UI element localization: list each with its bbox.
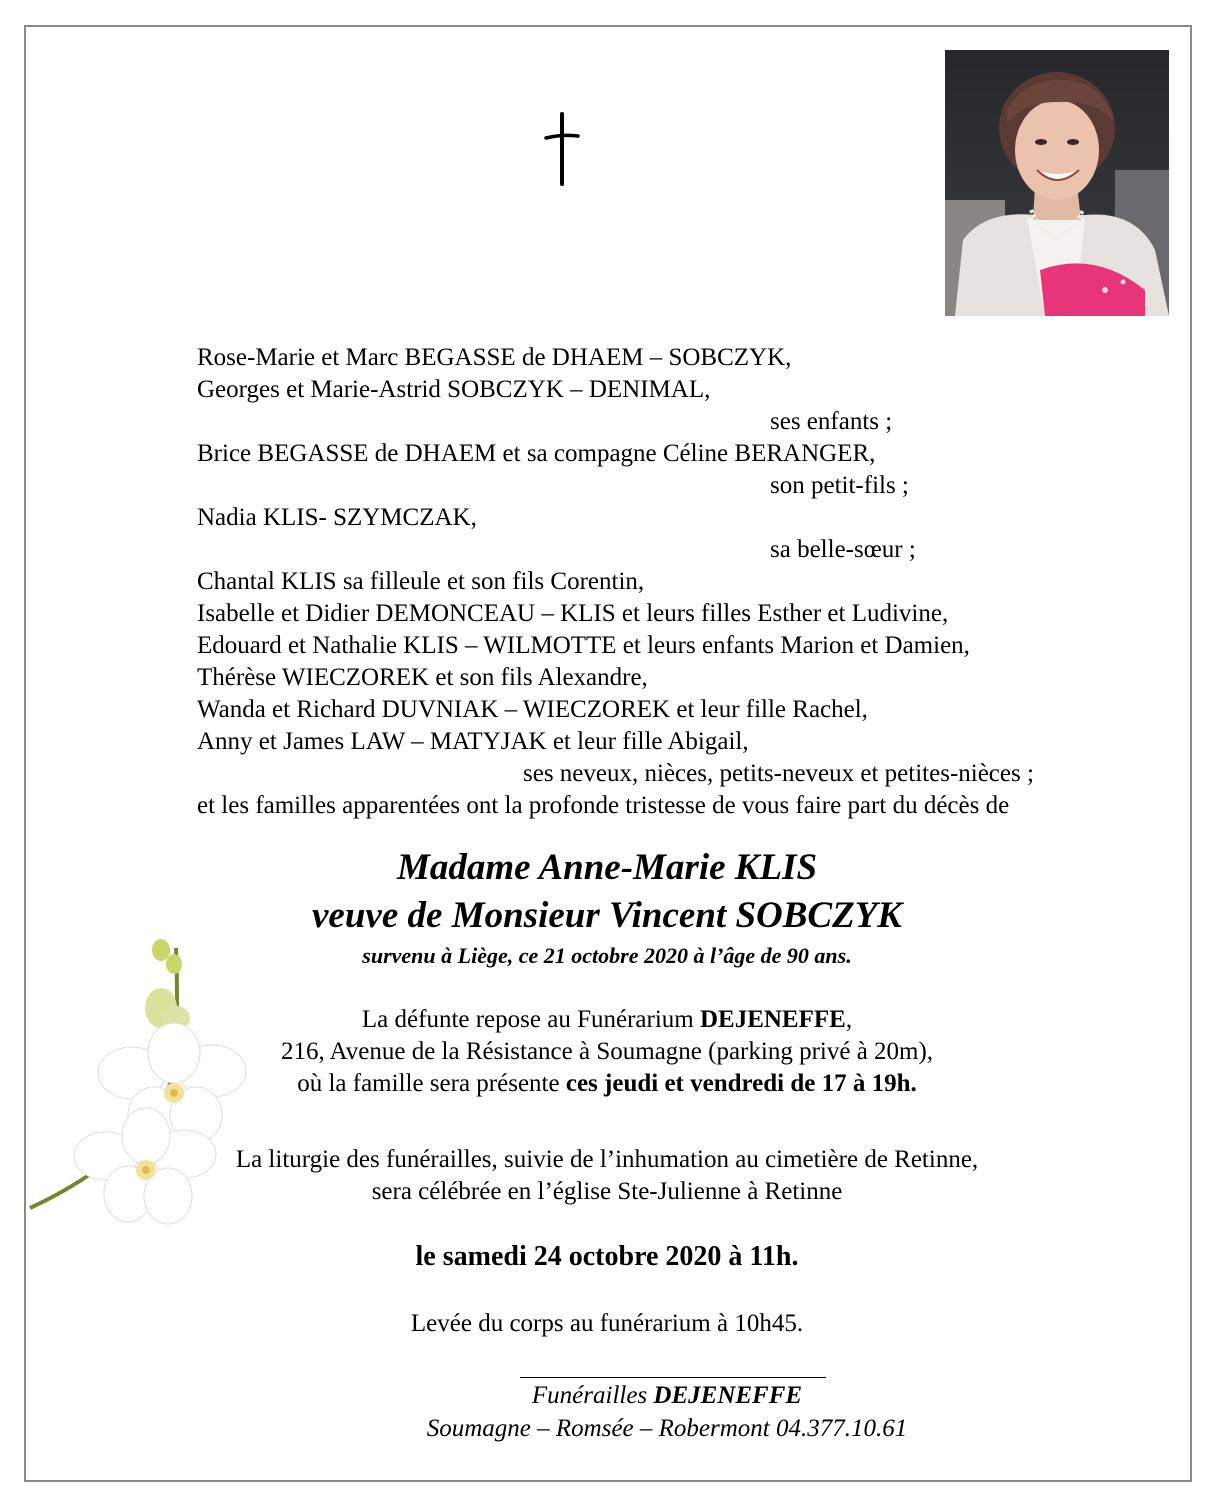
footer-locations-phone: Soumagne – Romsée – Robermont 04.377.10.61: [426, 1415, 908, 1442]
family-line-10: Anny et James LAW – MATYJAK et leur fille Abigail,: [197, 728, 749, 755]
cross-icon: [540, 112, 584, 186]
visiting-hours: ces jeudi et vendredi de 17 à 19h.: [565, 1070, 917, 1097]
repose-line-1-text: La défunte repose au Funérarium: [361, 1006, 700, 1033]
liturgy-line-1: La liturgie des funérailles, suivie de l’inhumation au cimetière de Retinne,: [235, 1146, 979, 1173]
repose-line-1: [0, 1004, 1214, 1036]
family-line-2: Georges et Marie-Astrid SOBCZYK – DENIMAL,: [197, 376, 711, 403]
deceased-name: Madame Anne-Marie KLIS: [396, 847, 818, 888]
liturgy-line-2: sera célébrée en l’église Ste-Julienne à Retinne: [371, 1178, 843, 1205]
family-line-8: Thérèse WIECZOREK et son fils Alexandre,: [197, 664, 648, 691]
ceremony-date: le samedi 24 octobre 2020 à 11h.: [415, 1241, 799, 1272]
relation-grandson: son petit-fils ;: [770, 472, 909, 499]
repose-line-1-suffix: ,: [845, 1006, 853, 1033]
footer-funeral-prefix: Funérailles: [531, 1382, 654, 1409]
family-line-6: Isabelle et Didier DEMONCEAU – KLIS et leurs filles Esther et Ludivine,: [197, 600, 949, 627]
relation-children: ses enfants ;: [770, 408, 893, 435]
relation-sister-in-law: sa belle-sœur ;: [770, 536, 916, 563]
announcement-sentence: et les familles apparentées ont la profonde tristesse de vous faire part du décès de: [197, 792, 1010, 819]
repose-line-3: [0, 1068, 1214, 1100]
footer-divider: [520, 1377, 826, 1378]
family-line-1: Rose-Marie et Marc BEGASSE de DHAEM – SOBCZYK,: [197, 344, 792, 371]
repose-address: 216, Avenue de la Résistance à Soumagne (parking privé à 20m),: [280, 1038, 934, 1065]
widow-of: veuve de Monsieur Vincent SOBCZYK: [312, 895, 902, 936]
footer-funeral-name: DEJENEFFE: [653, 1382, 803, 1409]
footer-funeral-home: [60, 1380, 1214, 1412]
family-line-3: Brice BEGASSE de DHAEM et sa compagne Céline BERANGER,: [197, 440, 876, 467]
death-info: survenu à Liège, ce 21 octobre 2020 à l’âge de 90 ans.: [362, 943, 852, 968]
family-line-9: Wanda et Richard DUVNIAK – WIECZOREK et leur fille Rachel,: [197, 696, 868, 723]
funerarium-name: DEJENEFFE: [699, 1006, 846, 1033]
family-line-7: Edouard et Nathalie KLIS – WILMOTTE et leurs enfants Marion et Damien,: [197, 632, 970, 659]
repose-line-3-text: où la famille sera présente: [297, 1070, 566, 1097]
family-line-5: Chantal KLIS sa filleule et son fils Corentin,: [197, 568, 645, 595]
family-line-4: Nadia KLIS- SZYMCZAK,: [197, 504, 477, 531]
portrait-photo: [945, 50, 1169, 316]
relation-nephews-nieces: ses neveux, nièces, petits-neveux et petites-nièces ;: [523, 760, 1034, 787]
levee-du-corps: Levée du corps au funérarium à 10h45.: [410, 1310, 804, 1337]
